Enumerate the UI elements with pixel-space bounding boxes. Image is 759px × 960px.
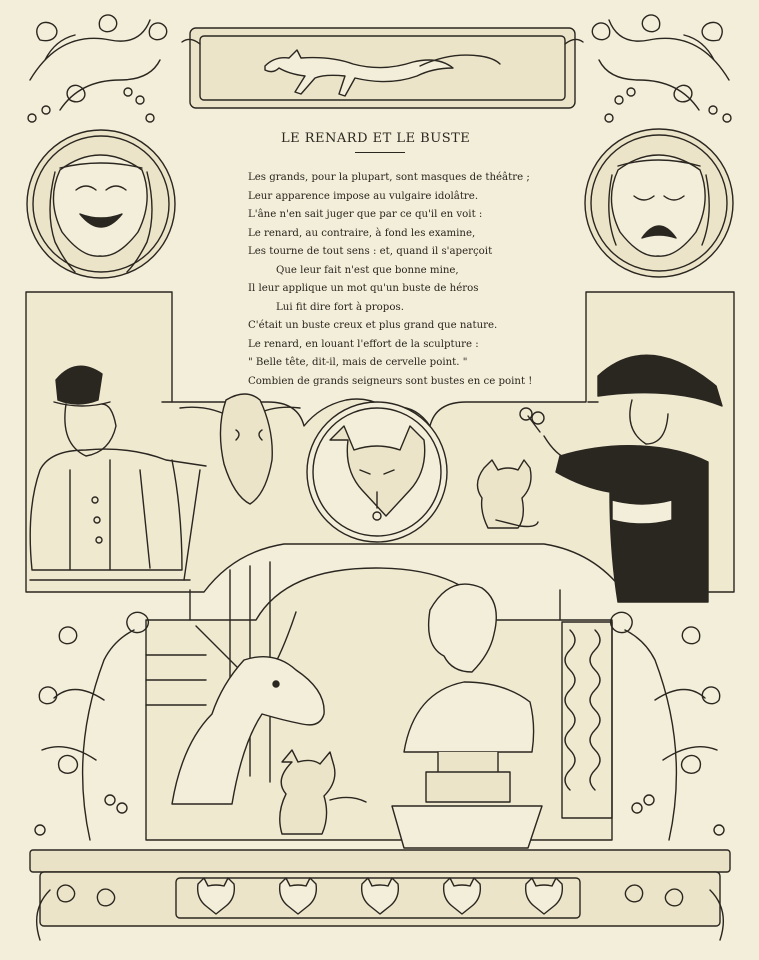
- poem-line: Lui fit dire fort à propos.: [276, 301, 404, 313]
- poem-line: Les grands, pour la plupart, sont masques de théâtre ;: [248, 172, 530, 183]
- poem-line: " Belle tête, dit-il, mais de cervelle point. ": [248, 357, 468, 368]
- poem-line: Que leur fait n'est que bonne mine,: [276, 264, 459, 276]
- poem-line: Il leur applique un mot qu'un buste de héros: [248, 283, 479, 294]
- poem-text: [248, 169, 548, 391]
- poem-line: L'âne n'en sait juger que par ce qu'il en voit :: [248, 209, 483, 220]
- title-underline: [355, 152, 405, 153]
- bottom-right-vine: [611, 612, 724, 840]
- poem-line: Leur apparence impose au vulgaire idolâtre.: [248, 190, 479, 202]
- poem-line: Le renard, au contraire, à fond les examine,: [248, 227, 476, 239]
- poem-line: Combien de grands seigneurs sont bustes en ce point !: [248, 375, 533, 387]
- poem-line: Les tourne de tout sens : et, quand il s'aperçoit: [248, 246, 493, 257]
- poem-line: C'était un buste creux et plus grand que nature.: [248, 320, 498, 331]
- bottom-left-vine: [35, 612, 148, 840]
- fox-head-medallion: [307, 402, 447, 542]
- poem-line: Le renard, en louant l'effort de la sculpture :: [248, 338, 479, 350]
- top-left-flourish: [28, 15, 167, 122]
- poem-title: LE RENARD ET LE BUSTE: [281, 131, 471, 146]
- bottom-rail: [30, 850, 730, 940]
- top-right-flourish: [592, 15, 731, 122]
- top-fox-banner: [182, 28, 583, 108]
- tragedy-mask-medallion: [585, 129, 733, 277]
- comedy-mask-medallion: [27, 130, 175, 278]
